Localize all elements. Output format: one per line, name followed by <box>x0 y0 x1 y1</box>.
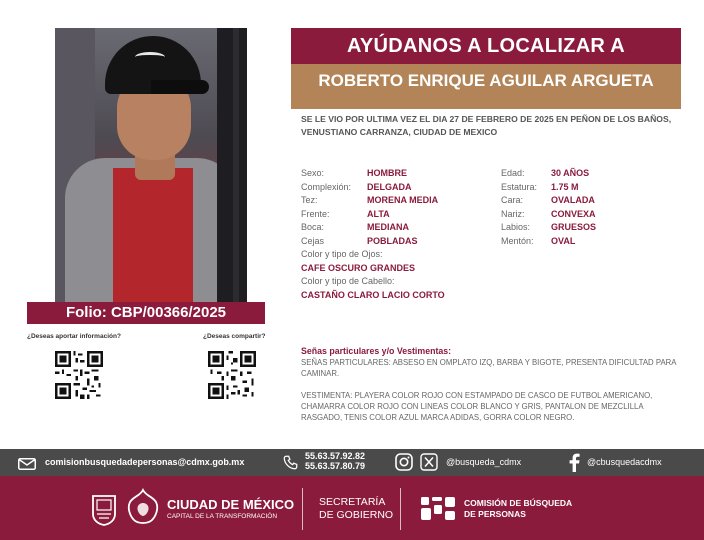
detail-label: Boca: <box>301 222 325 232</box>
x-twitter-icon[interactable] <box>420 453 438 476</box>
vestimenta-text: VESTIMENTA: PLAYERA COLOR ROJO CON ESTAMPADO DE CASCO DE FUTBOL AMERICANO, CHAMARRA COLOR ROJO CON LINEAS COLOR BLANCO Y GRIS, PANTALON DE MEZCLILLA RASGADO, TENIS COLOR AZUL MARCA ADIDAS, GORRA COLOR NEGRO. <box>301 391 653 422</box>
instagram-icon[interactable] <box>395 453 413 476</box>
detail-value: CONVEXA <box>551 208 596 219</box>
detail-value: POBLADAS <box>367 235 418 246</box>
folio-label: Folio: CBP/00366/2025 <box>27 302 265 324</box>
detail-value: GRUESOS <box>551 222 597 232</box>
hair-value: CASTAÑO CLARO LACIO CORTO <box>301 289 445 300</box>
alert-title: AYÚDANOS A LOCALIZAR A <box>291 28 681 64</box>
cdmx-logo-icon <box>126 488 160 533</box>
detail-value: 1.75 M <box>551 181 579 192</box>
qr-share-label: ¿Deseas compartir? <box>203 333 266 340</box>
detail-label: Sexo: <box>301 168 325 178</box>
qr-info-label: ¿Deseas aportar información? <box>27 333 121 340</box>
detail-label: Mentón: <box>501 235 534 246</box>
cdmx-shield-icon <box>91 494 117 531</box>
cdmx-subtitle: CAPITAL DE LA TRANSFORMACIÓN <box>167 513 278 520</box>
detail-label: Nariz: <box>501 208 525 219</box>
eyes-value: CAFE OSCURO GRANDES <box>301 262 416 273</box>
phone-icon <box>283 455 298 475</box>
detail-value: OVALADA <box>551 195 595 205</box>
email-icon <box>18 457 36 475</box>
social-handle-1[interactable]: @busqueda_cdmx <box>446 457 522 467</box>
hair-label: Color y tipo de Cabello: <box>301 276 395 286</box>
comision-line2: DE PERSONAS <box>464 509 526 519</box>
missing-person-photo <box>55 28 247 302</box>
detail-label: Estatura: <box>501 181 538 192</box>
detail-value: ALTA <box>367 208 390 219</box>
detail-value: MEDIANA <box>367 222 409 232</box>
qr-code-share[interactable] <box>206 349 258 401</box>
phone-number-2[interactable]: 55.63.57.80.79 <box>305 461 366 471</box>
detail-value: OVAL <box>551 235 576 246</box>
person-name: ROBERTO ENRIQUE AGUILAR ARGUETA <box>318 71 654 90</box>
contact-email[interactable]: comisionbusquedadepersonas@cdmx.gob.mx <box>45 457 245 467</box>
eyes-label: Color y tipo de Ojos: <box>301 249 383 259</box>
detail-value: HOMBRE <box>367 168 407 178</box>
cdmx-title: CIUDAD DE MÉXICO <box>167 497 295 512</box>
details-left <box>301 167 501 302</box>
comision-logo-icon <box>420 496 456 527</box>
phone-number-1[interactable]: 55.63.57.92.82 <box>305 451 366 461</box>
detail-label: Complexión: <box>301 181 352 192</box>
footer-divider <box>400 488 401 530</box>
senas-title: Señas particulares y/o Vestimentas: <box>301 346 452 356</box>
contact-bar <box>0 449 704 476</box>
detail-label: Cara: <box>501 195 524 205</box>
social-handle-2[interactable]: @cbusquedacdmx <box>587 457 662 467</box>
last-seen-text: SE LE VIO POR ULTIMA VEZ EL DIA 27 DE FEBRERO DE 2025 EN PEÑON DE LOS BAÑOS, VENUSTIANO CARRANZA, CIUDAD DE MEXICO <box>301 114 672 137</box>
details-right <box>501 167 681 248</box>
detail-value: MORENA MEDIA <box>367 195 439 205</box>
secretaria-line2: DE GOBIERNO <box>319 509 394 521</box>
comision-line1: COMISIÓN DE BÚSQUEDA <box>464 498 573 508</box>
senas-particulares: SEÑAS PARTICULARES: ABSESO EN OMPLATO IZQ, BARBA Y BIGOTE, PRESENTA DIFICULTAD PARA CAMINAR. <box>301 358 677 378</box>
detail-value: 30 AÑOS <box>551 168 590 178</box>
secretaria-line1: SECRETARÍA <box>319 496 386 508</box>
detail-label: Labios: <box>501 222 531 232</box>
detail-label: Tez: <box>301 195 318 205</box>
footer <box>0 476 704 540</box>
qr-code-info[interactable] <box>53 349 105 401</box>
detail-label: Frente: <box>301 208 330 219</box>
detail-label: Edad: <box>501 168 525 178</box>
footer-divider <box>302 488 303 530</box>
detail-label: Cejas <box>301 235 325 246</box>
detail-value: DELGADA <box>367 181 412 192</box>
person-name-banner <box>291 64 681 109</box>
facebook-icon[interactable] <box>569 453 580 477</box>
